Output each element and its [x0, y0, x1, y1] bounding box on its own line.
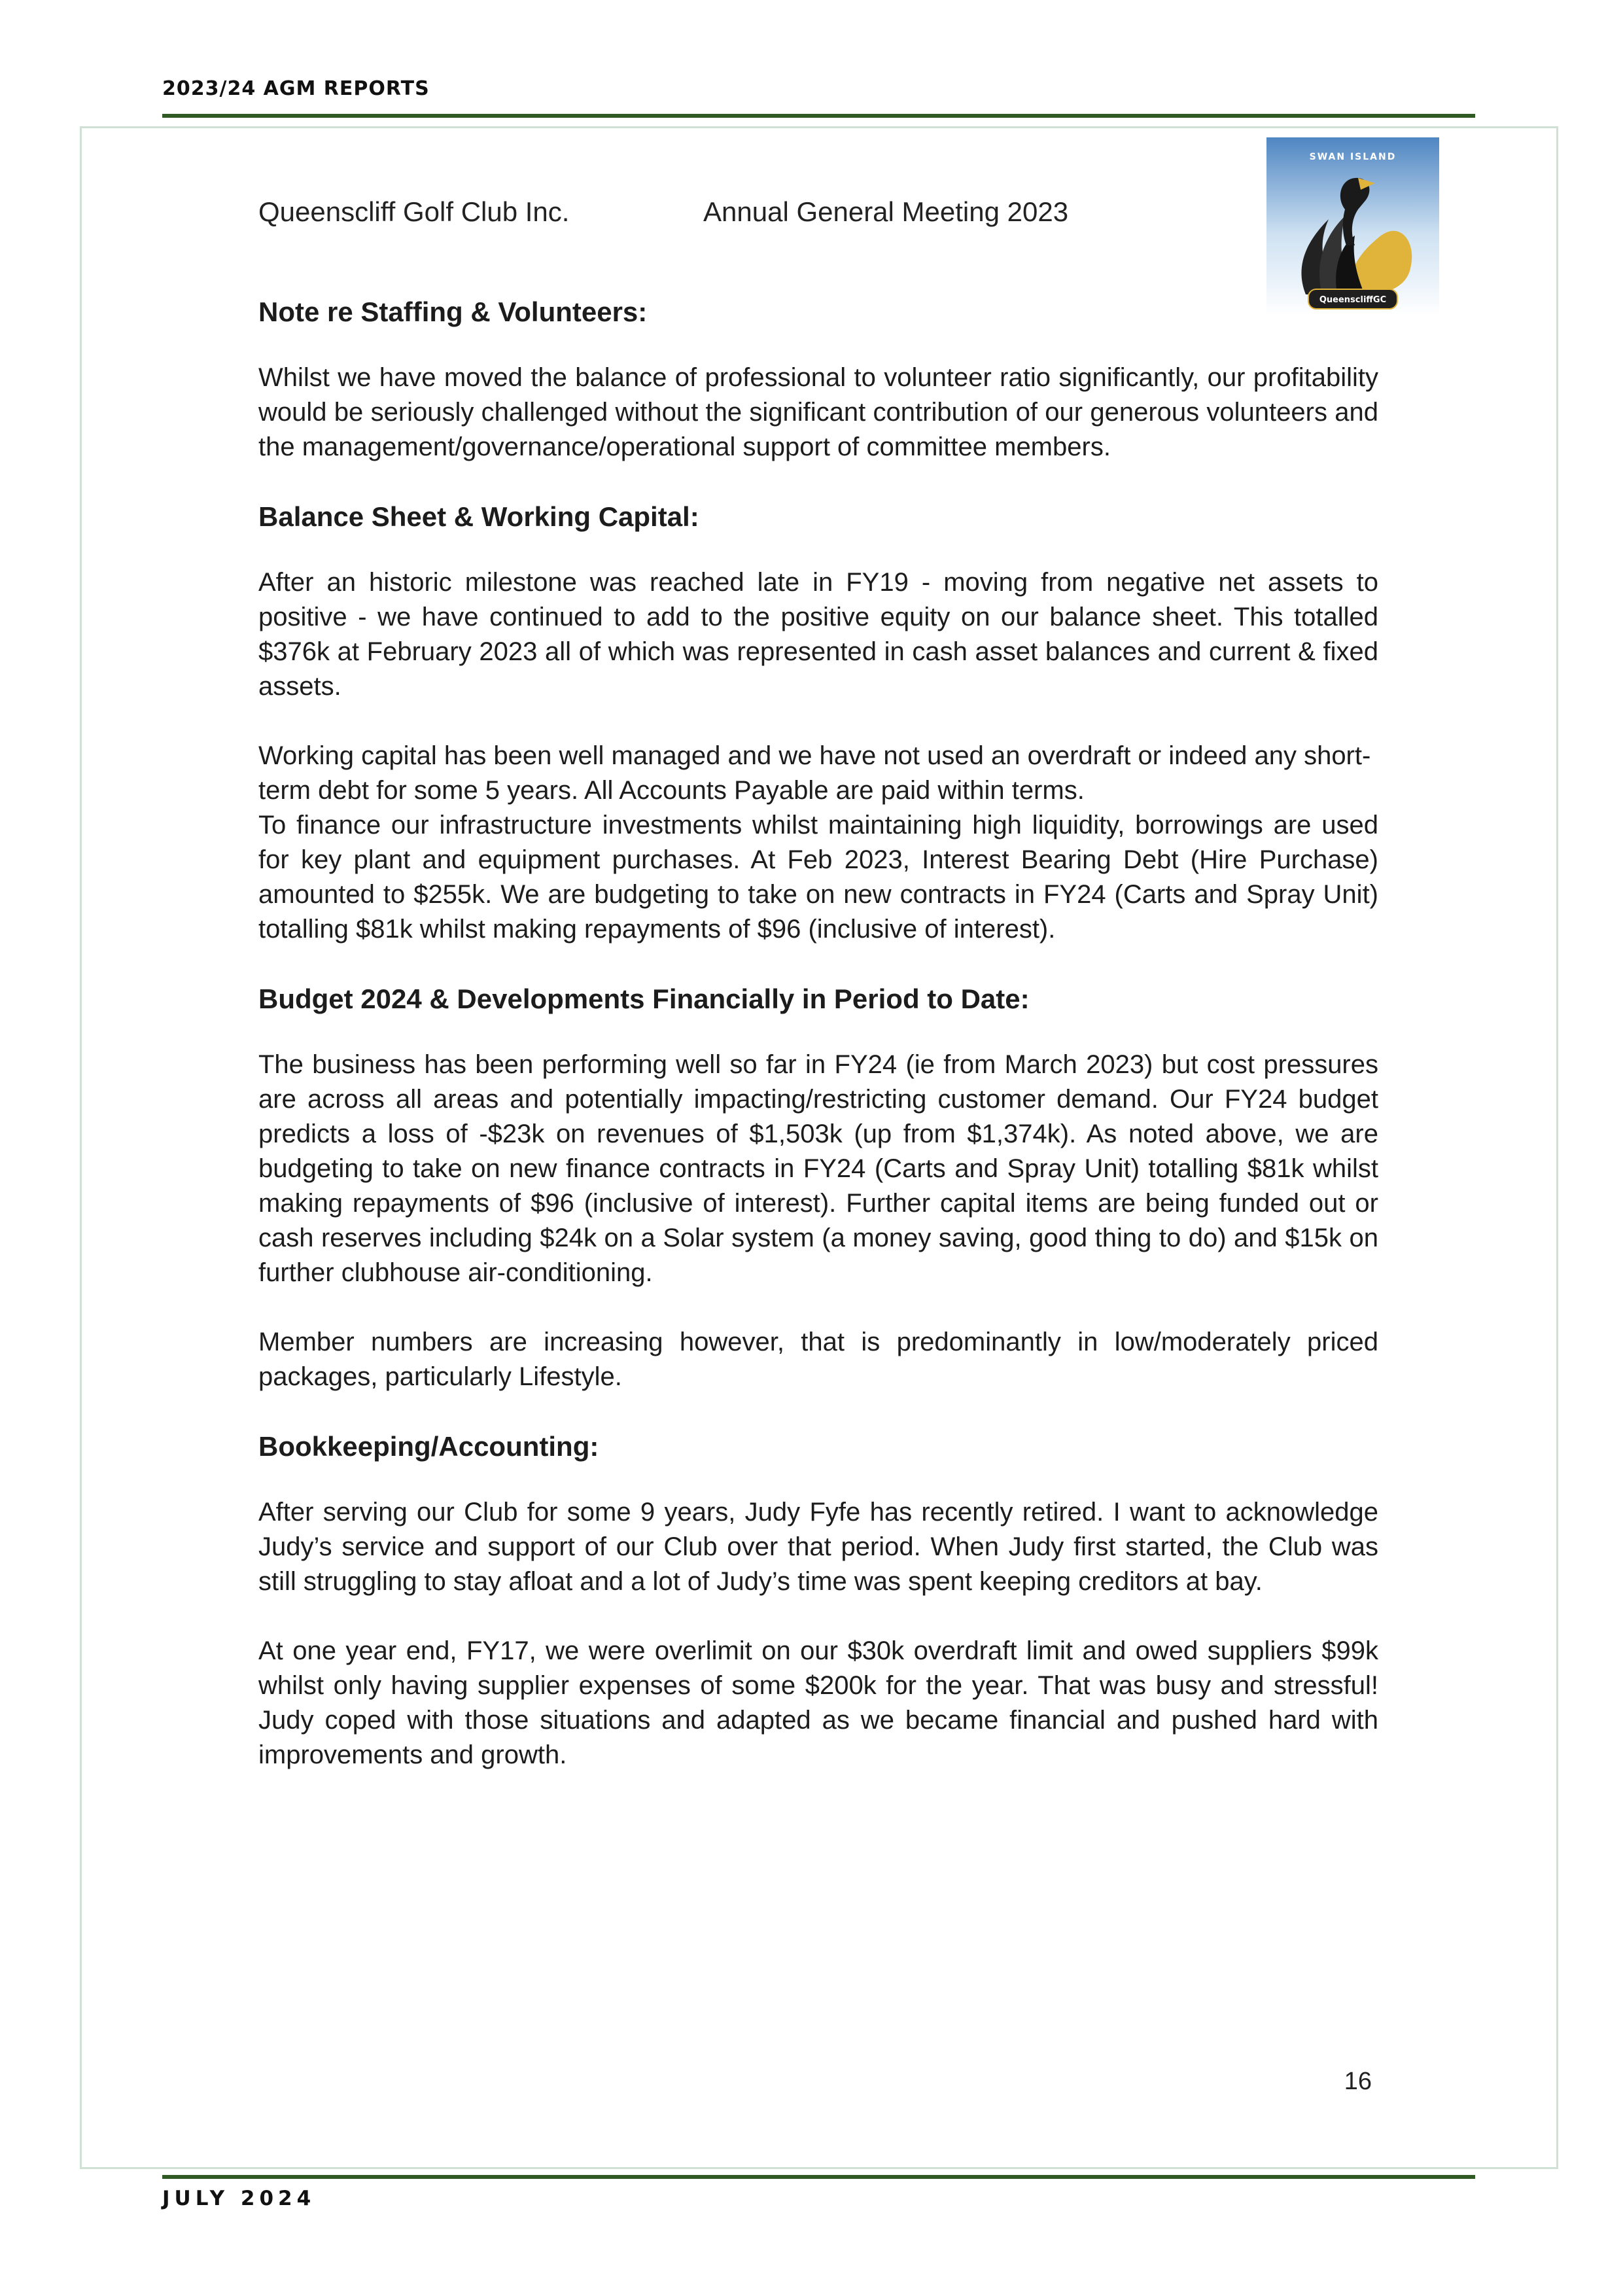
paragraph-budget-2: Member numbers are increasing however, that is predominantly in low/moderately priced packages, particularly Lifestyle.	[258, 1328, 1378, 1391]
swan-island-logo	[1266, 137, 1439, 315]
section-heading-staffing: Note re Staffing & Volunteers:	[258, 296, 648, 327]
paragraph-bookkeeping-2: At one year end, FY17, we were overlimit on our $30k overdraft limit and owed suppliers $99k whilst only having supplier expenses of some $200k for the year. That was busy and stressful! Judy coped with those situations and adapted as we became financial and pushed hard with improvements and growth.	[258, 1636, 1378, 1769]
club-name: Queenscliff Golf Club Inc.	[258, 196, 570, 227]
section-heading-budget: Budget 2024 & Developments Financially in Period to Date:	[258, 983, 1030, 1014]
report-body	[258, 294, 1378, 1807]
bottom-divider	[162, 2175, 1475, 2179]
paragraph-balance-sheet-1: After an historic milestone was reached late in FY19 - moving from negative net assets to positive - we have continued to add to the positive equity on our balance sheet. This totalled $376k at February 2023 all of which was represented in cash asset balances and current & fixed assets.	[258, 568, 1378, 701]
paragraph-budget-1: The business has been performing well so far in FY24 (ie from March 2023) but cost pressures are across all areas and potentially impacting/restricting customer demand. Our FY24 budget predicts a loss of -$23k on revenues of $1,503k (up from $1,374k). As noted above, we are budgeting to take on new finance contracts in FY24 (Carts and Spray Unit) totalling $81k whilst making repayments of $96 (inclusive of interest). Further capital items are being funded out or cash reserves including $24k on a Solar system (a money saving, good thing to do) and $15k on further clubhouse air-conditioning.	[258, 1050, 1378, 1287]
logo-badge-text: QueenscliffGC	[1319, 295, 1387, 305]
top-divider	[162, 114, 1475, 118]
footer-date: JULY 2024	[162, 2187, 316, 2210]
section-heading-bookkeeping: Bookkeeping/Accounting:	[258, 1431, 599, 1462]
section-heading-balance-sheet: Balance Sheet & Working Capital:	[258, 501, 699, 532]
page-number: 16	[1344, 2068, 1372, 2095]
paragraph-bookkeeping-1: After serving our Club for some 9 years, Judy Fyfe has recently retired. I want to acknowledge Judy’s service and support of our Club over that period. When Judy first started, the Club was still struggling to stay afloat and a lot of Judy’s time was spent keeping creditors at bay.	[258, 1498, 1378, 1596]
paragraph-balance-sheet-3: To finance our infrastructure investments whilst maintaining high liquidity, borrowings are used for key plant and equipment purchases. At Feb 2023, Interest Bearing Debt (Hire Purchase) amounted to $255k. We are budgeting to take on new contracts in FY24 (Carts and Spray Unit) totalling $81k whilst making repayments of $96 (inclusive of interest).	[258, 811, 1378, 944]
meeting-title: Annual General Meeting 2023	[703, 196, 1069, 227]
paragraph-balance-sheet-2: Working capital has been well managed and we have not used an overdraft or indeed any short-term debt for some 5 years. All Accounts Payable are paid within terms.	[258, 741, 1371, 805]
report-series-title: 2023/24 AGM REPORTS	[162, 77, 430, 100]
paragraph-staffing: Whilst we have moved the balance of professional to volunteer ratio significantly, our profitability would be seriously challenged without the significant contribution of our generous volunteers and the management/governance/operational support of committee members.	[258, 363, 1378, 461]
logo-top-text: SWAN ISLAND	[1309, 152, 1397, 162]
